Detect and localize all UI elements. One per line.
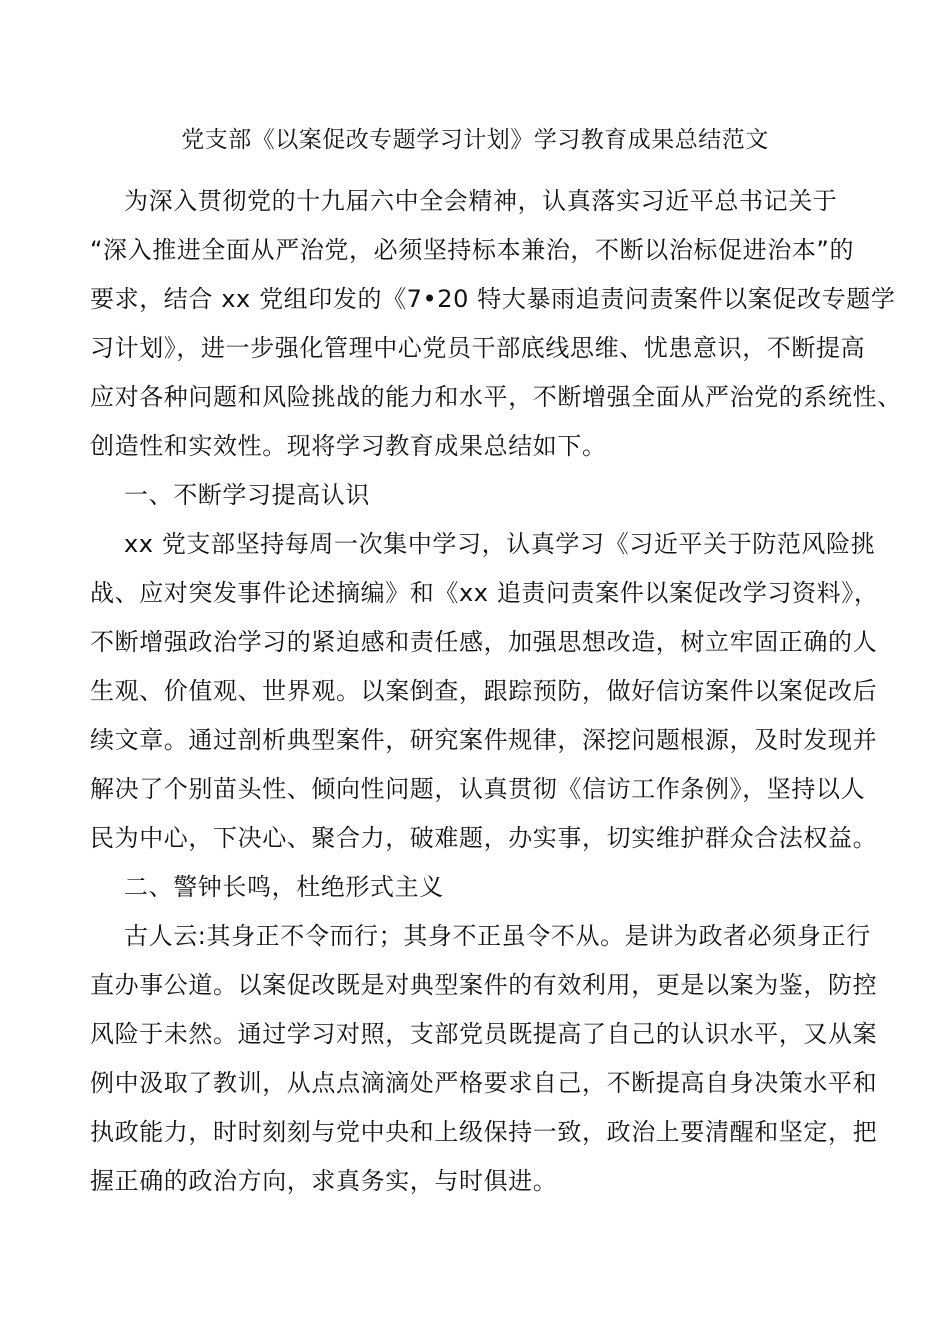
paragraph-line: 要求，结合 xx 党组印发的《7•20 特大暴雨追责问责案件以案促改专题学 <box>90 285 896 313</box>
paragraph-line: 创造性和实效性。现将学习教育成果总结如下。 <box>90 432 607 460</box>
paragraph-line: 执政能力，时时刻刻与党中央和上级保持一致，政治上要清醒和坚定，把 <box>90 1118 878 1146</box>
paragraph-line: 直办事公道。以案促改既是对典型案件的有效利用，更是以案为鉴，防控 <box>90 971 878 999</box>
paragraph-line: 握正确的政治方向，求真务实，与时俱进。 <box>90 1167 558 1195</box>
paragraph-line: 不断增强政治学习的紧迫感和责任感，加强思想改造，树立牢固正确的人 <box>90 628 878 656</box>
document-title: 党支部《以案促改专题学习计划》学习教育成果总结范文 <box>181 127 769 153</box>
paragraph-line: 为深入贯彻党的十九届六中全会精神，认真落实习近平总书记关于 <box>124 187 838 215</box>
paragraph-line: 古人云:其身正不令而行；其身不正虽令不从。是讲为政者必须身正行 <box>124 922 871 950</box>
paragraph-line: 风险于未然。通过学习对照，支部党员既提高了自己的认识水平，又从案 <box>90 1020 878 1048</box>
paragraph-line: 战、应对突发事件论述摘编》和《xx 追责问责案件以案促改学习资料》， <box>90 579 879 607</box>
paragraph-line: 解决了个别苗头性、倾向性问题，认真贯彻《信访工作条例》，坚持以人 <box>90 775 866 803</box>
paragraph-line: “深入推进全面从严治党，必须坚持标本兼治，不断以治标促进治本”的 <box>90 236 855 264</box>
section-heading: 二、警钟长鸣，杜绝形式主义 <box>124 873 444 901</box>
paragraph-line: 民为中心，下决心、聚合力，破难题，办实事，切实维护群众合法权益。 <box>90 824 878 852</box>
section-heading: 一、不断学习提高认识 <box>124 481 370 509</box>
paragraph-line: 习计划》，进一步强化管理中心党员干部底线思维、忧患意识，不断提高 <box>90 334 866 362</box>
paragraph-line: 续文章。通过剖析典型案件，研究案件规律，深挖问题根源，及时发现并 <box>90 726 878 754</box>
paragraph-line: xx 党支部坚持每周一次集中学习，认真学习《习近平关于防范风险挑 <box>124 530 876 558</box>
paragraph-line: 应对各种问题和风险挑战的能力和水平，不断增强全面从严治党的系统性、 <box>90 383 902 411</box>
paragraph-line: 生观、价值观、世界观。以案倒查，跟踪预防，做好信访案件以案促改后 <box>90 677 878 705</box>
paragraph-line: 例中汲取了教训，从点点滴滴处严格要求自己，不断提高自身决策水平和 <box>90 1069 878 1097</box>
